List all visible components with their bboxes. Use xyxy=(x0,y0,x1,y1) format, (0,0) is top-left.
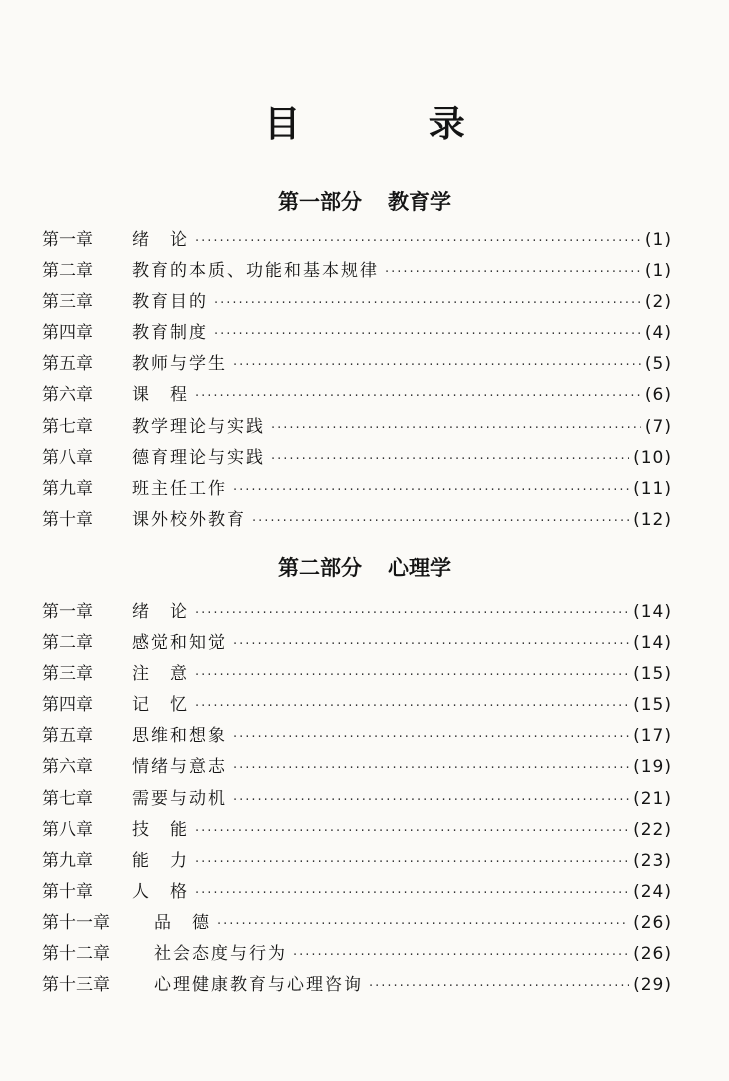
chapter-number: 第五章 xyxy=(42,726,93,747)
page-number: (2) xyxy=(644,292,672,313)
chapter-number: 第二章 xyxy=(42,261,93,282)
page-number: (19) xyxy=(633,757,672,778)
page-number: (21) xyxy=(633,788,672,809)
dot-leader xyxy=(233,785,629,816)
chapter-title: 课外校外教育 xyxy=(132,509,246,530)
toc-entry[interactable] xyxy=(42,908,672,939)
chapter-number: 第三章 xyxy=(42,292,93,313)
chapter-number: 第十三章 xyxy=(42,975,110,996)
dot-leader xyxy=(195,878,629,909)
page-number: (23) xyxy=(633,850,672,871)
toc-entry[interactable] xyxy=(42,380,672,411)
chapter-number: 第二章 xyxy=(42,633,93,654)
part-two-heading xyxy=(0,552,729,582)
chapter-number: 第十章 xyxy=(42,881,93,902)
page-number: (10) xyxy=(633,447,672,468)
page-number: (15) xyxy=(633,664,672,685)
toc-entry[interactable] xyxy=(42,412,672,443)
chapter-title: 能 力 xyxy=(132,850,189,871)
chapter-title: 教师与学生 xyxy=(132,354,227,375)
chapter-number: 第七章 xyxy=(42,416,93,437)
toc-part-one xyxy=(42,225,672,536)
chapter-number: 第九章 xyxy=(42,478,93,499)
dot-leader xyxy=(293,940,629,971)
toc-part-two xyxy=(42,597,672,1001)
part-two-subject: 心理学 xyxy=(388,555,451,580)
toc-entry[interactable] xyxy=(42,225,672,256)
chapter-number: 第十一章 xyxy=(42,912,110,933)
chapter-number: 第三章 xyxy=(42,664,93,685)
dot-leader xyxy=(217,909,629,940)
page-number: (12) xyxy=(633,509,672,530)
toc-entry[interactable] xyxy=(42,970,672,1001)
toc-entry[interactable] xyxy=(42,256,672,287)
dot-leader xyxy=(214,288,641,319)
part-one-subject: 教育学 xyxy=(388,189,451,214)
toc-entry[interactable] xyxy=(42,628,672,659)
chapter-number: 第八章 xyxy=(42,819,93,840)
toc-entry[interactable] xyxy=(42,752,672,783)
chapter-title: 教学理论与实践 xyxy=(132,416,265,437)
chapter-title: 思维和想象 xyxy=(132,726,227,747)
dot-leader xyxy=(195,660,629,691)
chapter-title: 教育的本质、功能和基本规律 xyxy=(132,261,379,282)
chapter-title: 情绪与意志 xyxy=(132,757,227,778)
toc-entry[interactable] xyxy=(42,939,672,970)
page-number: (24) xyxy=(633,881,672,902)
chapter-number: 第一章 xyxy=(42,602,93,622)
chapter-number: 第六章 xyxy=(42,385,93,406)
toc-entry[interactable] xyxy=(42,505,672,536)
chapter-number: 第九章 xyxy=(42,850,93,871)
chapter-number: 第四章 xyxy=(42,323,93,344)
toc-entry[interactable] xyxy=(42,443,672,474)
chapter-number: 第十二章 xyxy=(42,944,110,965)
chapter-title: 德育理论与实践 xyxy=(132,447,265,468)
dot-leader xyxy=(195,598,629,629)
dot-leader xyxy=(233,629,629,660)
chapter-title: 教育制度 xyxy=(132,323,208,344)
dot-leader xyxy=(195,691,629,722)
dot-leader xyxy=(195,847,629,878)
toc-entry[interactable] xyxy=(42,690,672,721)
toc-entry[interactable] xyxy=(42,721,672,752)
toc-entry[interactable] xyxy=(42,815,672,846)
chapter-title: 社会态度与行为 xyxy=(154,944,287,965)
chapter-title: 注 意 xyxy=(132,664,189,685)
dot-leader xyxy=(195,226,641,257)
chapter-title: 绪 论 xyxy=(132,602,189,622)
toc-entry[interactable] xyxy=(42,877,672,908)
part-two-label: 第二部分 xyxy=(278,555,362,580)
dot-leader xyxy=(369,971,629,1002)
page-number: (5) xyxy=(644,354,672,375)
chapter-title: 绪 论 xyxy=(132,230,189,250)
dot-leader xyxy=(233,475,629,506)
toc-entry[interactable] xyxy=(42,659,672,690)
chapter-number: 第六章 xyxy=(42,757,93,778)
page-number: (26) xyxy=(633,944,672,965)
page-number: (22) xyxy=(633,819,672,840)
page-number: (11) xyxy=(633,478,672,499)
page-number: (14) xyxy=(633,602,672,622)
chapter-number: 第七章 xyxy=(42,788,93,809)
page-number: (14) xyxy=(633,633,672,654)
dot-leader xyxy=(271,413,641,444)
chapter-title: 教育目的 xyxy=(132,292,208,313)
toc-entry[interactable] xyxy=(42,287,672,318)
toc-entry[interactable] xyxy=(42,318,672,349)
dot-leader xyxy=(214,319,641,350)
chapter-number: 第一章 xyxy=(42,230,93,250)
page-number: (6) xyxy=(644,385,672,406)
dot-leader xyxy=(252,506,629,537)
page-number: (15) xyxy=(633,695,672,716)
dot-leader xyxy=(195,816,629,847)
dot-leader xyxy=(195,381,641,412)
page-number: (4) xyxy=(644,323,672,344)
toc-entry[interactable] xyxy=(42,349,672,380)
chapter-title: 记 忆 xyxy=(132,695,189,716)
page-number: (29) xyxy=(633,975,672,996)
page-number: (17) xyxy=(633,726,672,747)
toc-entry[interactable] xyxy=(42,597,672,628)
part-one-label: 第一部分 xyxy=(278,189,362,214)
dot-leader xyxy=(233,753,629,784)
chapter-title: 感觉和知觉 xyxy=(132,633,227,654)
chapter-title: 心理健康教育与心理咨询 xyxy=(154,975,363,996)
page-number: (1) xyxy=(644,230,672,250)
page-number: (1) xyxy=(644,261,672,282)
chapter-title: 班主任工作 xyxy=(132,478,227,499)
dot-leader xyxy=(233,722,629,753)
chapter-title: 技 能 xyxy=(132,819,189,840)
part-one-heading xyxy=(0,186,729,216)
chapter-number: 第八章 xyxy=(42,447,93,468)
chapter-number: 第四章 xyxy=(42,695,93,716)
toc-entry[interactable] xyxy=(42,474,672,505)
chapter-title: 人 格 xyxy=(132,881,189,902)
chapter-title: 需要与动机 xyxy=(132,788,227,809)
page-title: 目 录 xyxy=(264,103,523,145)
chapter-title: 品 德 xyxy=(154,912,211,933)
page-number: (26) xyxy=(633,912,672,933)
toc-entry[interactable] xyxy=(42,846,672,877)
chapter-title: 课 程 xyxy=(132,385,189,406)
toc-entry[interactable] xyxy=(42,784,672,815)
chapter-number: 第十章 xyxy=(42,509,93,530)
page-number: (7) xyxy=(644,416,672,437)
dot-leader xyxy=(271,444,629,475)
dot-leader xyxy=(385,257,641,288)
chapter-number: 第五章 xyxy=(42,354,93,375)
dot-leader xyxy=(233,350,641,381)
